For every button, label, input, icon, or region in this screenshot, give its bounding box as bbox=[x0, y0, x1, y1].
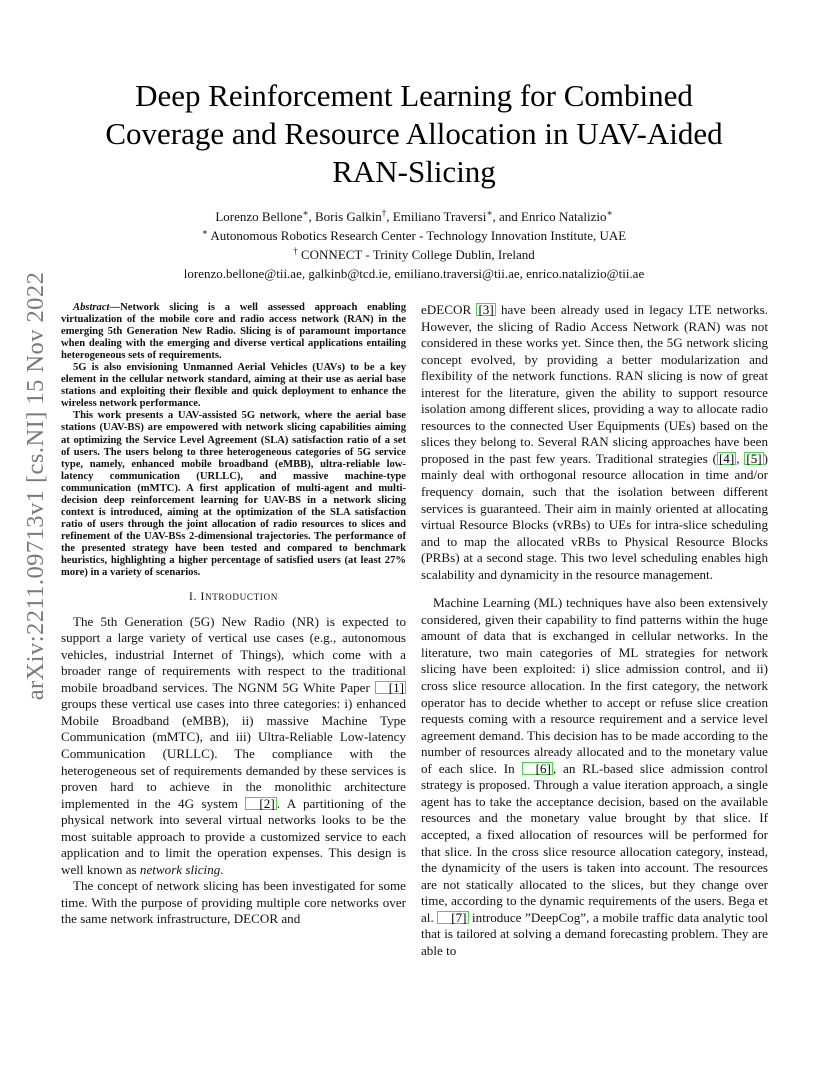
citation-link[interactable]: [3] bbox=[478, 302, 494, 317]
body-paragraph: The 5th Generation (5G) New Radio (NR) is expected to support a large variety of vertical use cases (e.g., autonomous vehicles, industrial Internet of Things), which come with a broader range of requirements with respect to the traditional mobile broadband services. The NGNM 5G White Paper [1] groups these vertical use cases into three categories: i) enhanced Mobile Broadband (eMBB), ii) massive Machine Type Communication (mMTC), and iii) Ultra-Reliable Low-latency Communication (URLLC). The compliance with the heterogeneous set of requirements demanded by these services is proven hard to achieve in the monolithic architecture implemented in the 4G system [2] . A partitioning of the physical network into several virtual networks looks to be the most suitable approach to provide a customized service to each application and to limit the operation expenses. This design is well known as network slicing. bbox=[61, 613, 406, 877]
body-paragraph: Machine Learning (ML) techniques have also been extensively considered, given their capability to find patterns within the huge amount of data that is exchanged in cellular networks. In the literature, two main categories of ML strategies for network slicing have been exploited: i) slice admission control, and ii) cross slice resource allocation. In the first category, the network operator has to decide whether to accept or refuse slice creation requests coming with a resource requirement and a service level agreement demand. This decision has to be made according to the number of resources already allocated and to the monetary value of each slice. In [6] , an RL-based slice admission control strategy is proposed. Through a value iteration approach, a single agent has to take the acceptance decision, based on the available resources and the monetary value brought by that slice. If accepted, a fixed allocation of resources will be performed for that slice. In the cross slice resource allocation category, instead, the dynamicity of the users is taken into account. The resources are not statically allocated to the slices, but they change over time, according to the dynamic requirements of the users. Bega et al. [7] introduce ”DeepCog”, a mobile traffic data analytic tool that is tailored at solving a demand forecasting problem. They are able to bbox=[421, 595, 769, 958]
author-emails: lorenzo.bellone@tii.ae, galkinb@tcd.ie, emiliano.traversi@tii.ae, enrico.natalizio@tii.ae bbox=[183, 266, 645, 281]
title-line: Coverage and Resource Allocation in UAV-Aided bbox=[105, 116, 723, 151]
affiliation-mark: ∗ bbox=[201, 227, 208, 237]
citation-link[interactable]: [7] bbox=[437, 911, 468, 924]
author-name: Emiliano Traversi bbox=[392, 209, 487, 224]
author-name: Enrico Natalizio bbox=[520, 209, 607, 224]
affiliation-text: Autonomous Robotics Research Center - Technology Innovation Institute, UAE bbox=[210, 228, 627, 243]
citation-link[interactable]: [5] bbox=[746, 450, 762, 466]
citation-link[interactable]: [6] bbox=[522, 762, 553, 775]
author-name: Lorenzo Bellone bbox=[215, 209, 303, 224]
section-heading: I. INTRODUCTION bbox=[189, 590, 278, 604]
body-paragraph-continued: eDECOR [3] have been already used in legacy LTE networks. However, the slicing of Radio Access Network (RAN) was not considered in these works yet. Since then, the 5G network slicing concept evolved, by providing a better modularization and flexibility of the network functions. RAN slicing is now of great interest for the literature, given the ability to support resource isolation among different slices, providing a way to allocate radio resources to the connected User Equipments (UEs) based on the slices they belong to. Several RAN slicing approaches have been proposed in the past few years. Traditional strategies ( [4] , [5] ) mainly deal with orthogonal resource allocation in time and/or frequency domain, such that the isolation between different services is guaranteed. Their aim in mainly oriented at allocating virtual Resource Blocks (vRBs) to UEs for intra-slice scheduling and to map the allocated vRBs to Physical Resource Blocks (PRBs) at a second stage. This two level scheduling enables high scalability and dynamicity in the resource management. bbox=[421, 302, 769, 582]
affiliation-text: CONNECT - Trinity College Dublin, Ireland bbox=[300, 247, 535, 262]
affiliation-line bbox=[60, 245, 768, 264]
abstract bbox=[61, 302, 406, 579]
left-column bbox=[61, 302, 406, 928]
author-name: Boris Galkin bbox=[314, 209, 382, 224]
arxiv-identifier-stamp bbox=[17, 271, 55, 701]
right-column bbox=[421, 302, 768, 959]
affiliation-mark: ∗ bbox=[606, 208, 613, 218]
citation-link[interactable]: [1] bbox=[375, 681, 406, 694]
abstract-paragraph: This work presents a UAV-assisted 5G network, where the aerial base stations (UAV-BS) are empowered with network slicing capabilities aiming at optimizing the Service Level Agreement (SLA) satisfaction ratio of a set of users. The users belong to three heterogeneous categories of 5G service type, namely, enhanced mobile broadband (eMBB), ultra-reliable low-latency communication (URLLC), and massive machine-type communication (mMTC). A first application of multi-agent and multi-decision deep reinforcement learning for UAV-BS in a network slicing context is introduced, aiming at the optimization of the SLA satisfaction ratio of users through the joint allocation of radio resources to slices and refinement of the UAV-BSs 2-dimensional trajectories. The performance of the presented strategy have been tested and compared to benchmark heuristics, highlighting a higher percentage of satisfied users (at least 27% more) in a variety of scenarios. bbox=[61, 410, 406, 579]
body-paragraph: The concept of network slicing has been investigated for some time. With the purpose of providing multiple core networks over the same network infrastructure, DECOR and bbox=[61, 878, 406, 927]
citation-link[interactable]: [2] bbox=[245, 797, 276, 810]
affiliation-mark: † bbox=[381, 208, 387, 218]
paper-title bbox=[60, 77, 768, 191]
citation-link[interactable]: [4] bbox=[718, 450, 735, 466]
abstract-label: Abstract bbox=[73, 302, 110, 313]
author-names: Lorenzo Bellone∗, Boris Galkin†, Emiliano Traversi∗, and Enrico Natalizio∗ bbox=[215, 208, 613, 224]
title-line: Deep Reinforcement Learning for Combined bbox=[135, 78, 693, 113]
abstract-paragraph: Abstract—Network slicing is a well assessed approach enabling virtualization of the mobile core and radio access network (RAN) in the emerging 5th Generation New Radio. Slicing is of paramount importance when dealing with the emerging and diverse vertical applications entailing heterogeneous sets of requirements. bbox=[61, 302, 406, 362]
affiliation-mark: ∗ bbox=[302, 208, 309, 218]
affiliation-mark: † bbox=[293, 246, 298, 256]
title-line: RAN-Slicing bbox=[332, 154, 496, 189]
abstract-paragraph: 5G is also envisioning Unmanned Aerial Vehicles (UAVs) to be a key element in the cellular network standard, aiming at their use as aerial base stations and exploiting their flexible and quick deployment to enhance the wireless network performance. bbox=[61, 362, 406, 410]
affiliation-mark: ∗ bbox=[486, 208, 493, 218]
author-block bbox=[60, 207, 768, 283]
affiliation-line bbox=[60, 226, 768, 245]
arxiv-identifier-text: arXiv:2211.09713v1 [cs.NI] 15 Nov 2022 bbox=[22, 271, 49, 701]
